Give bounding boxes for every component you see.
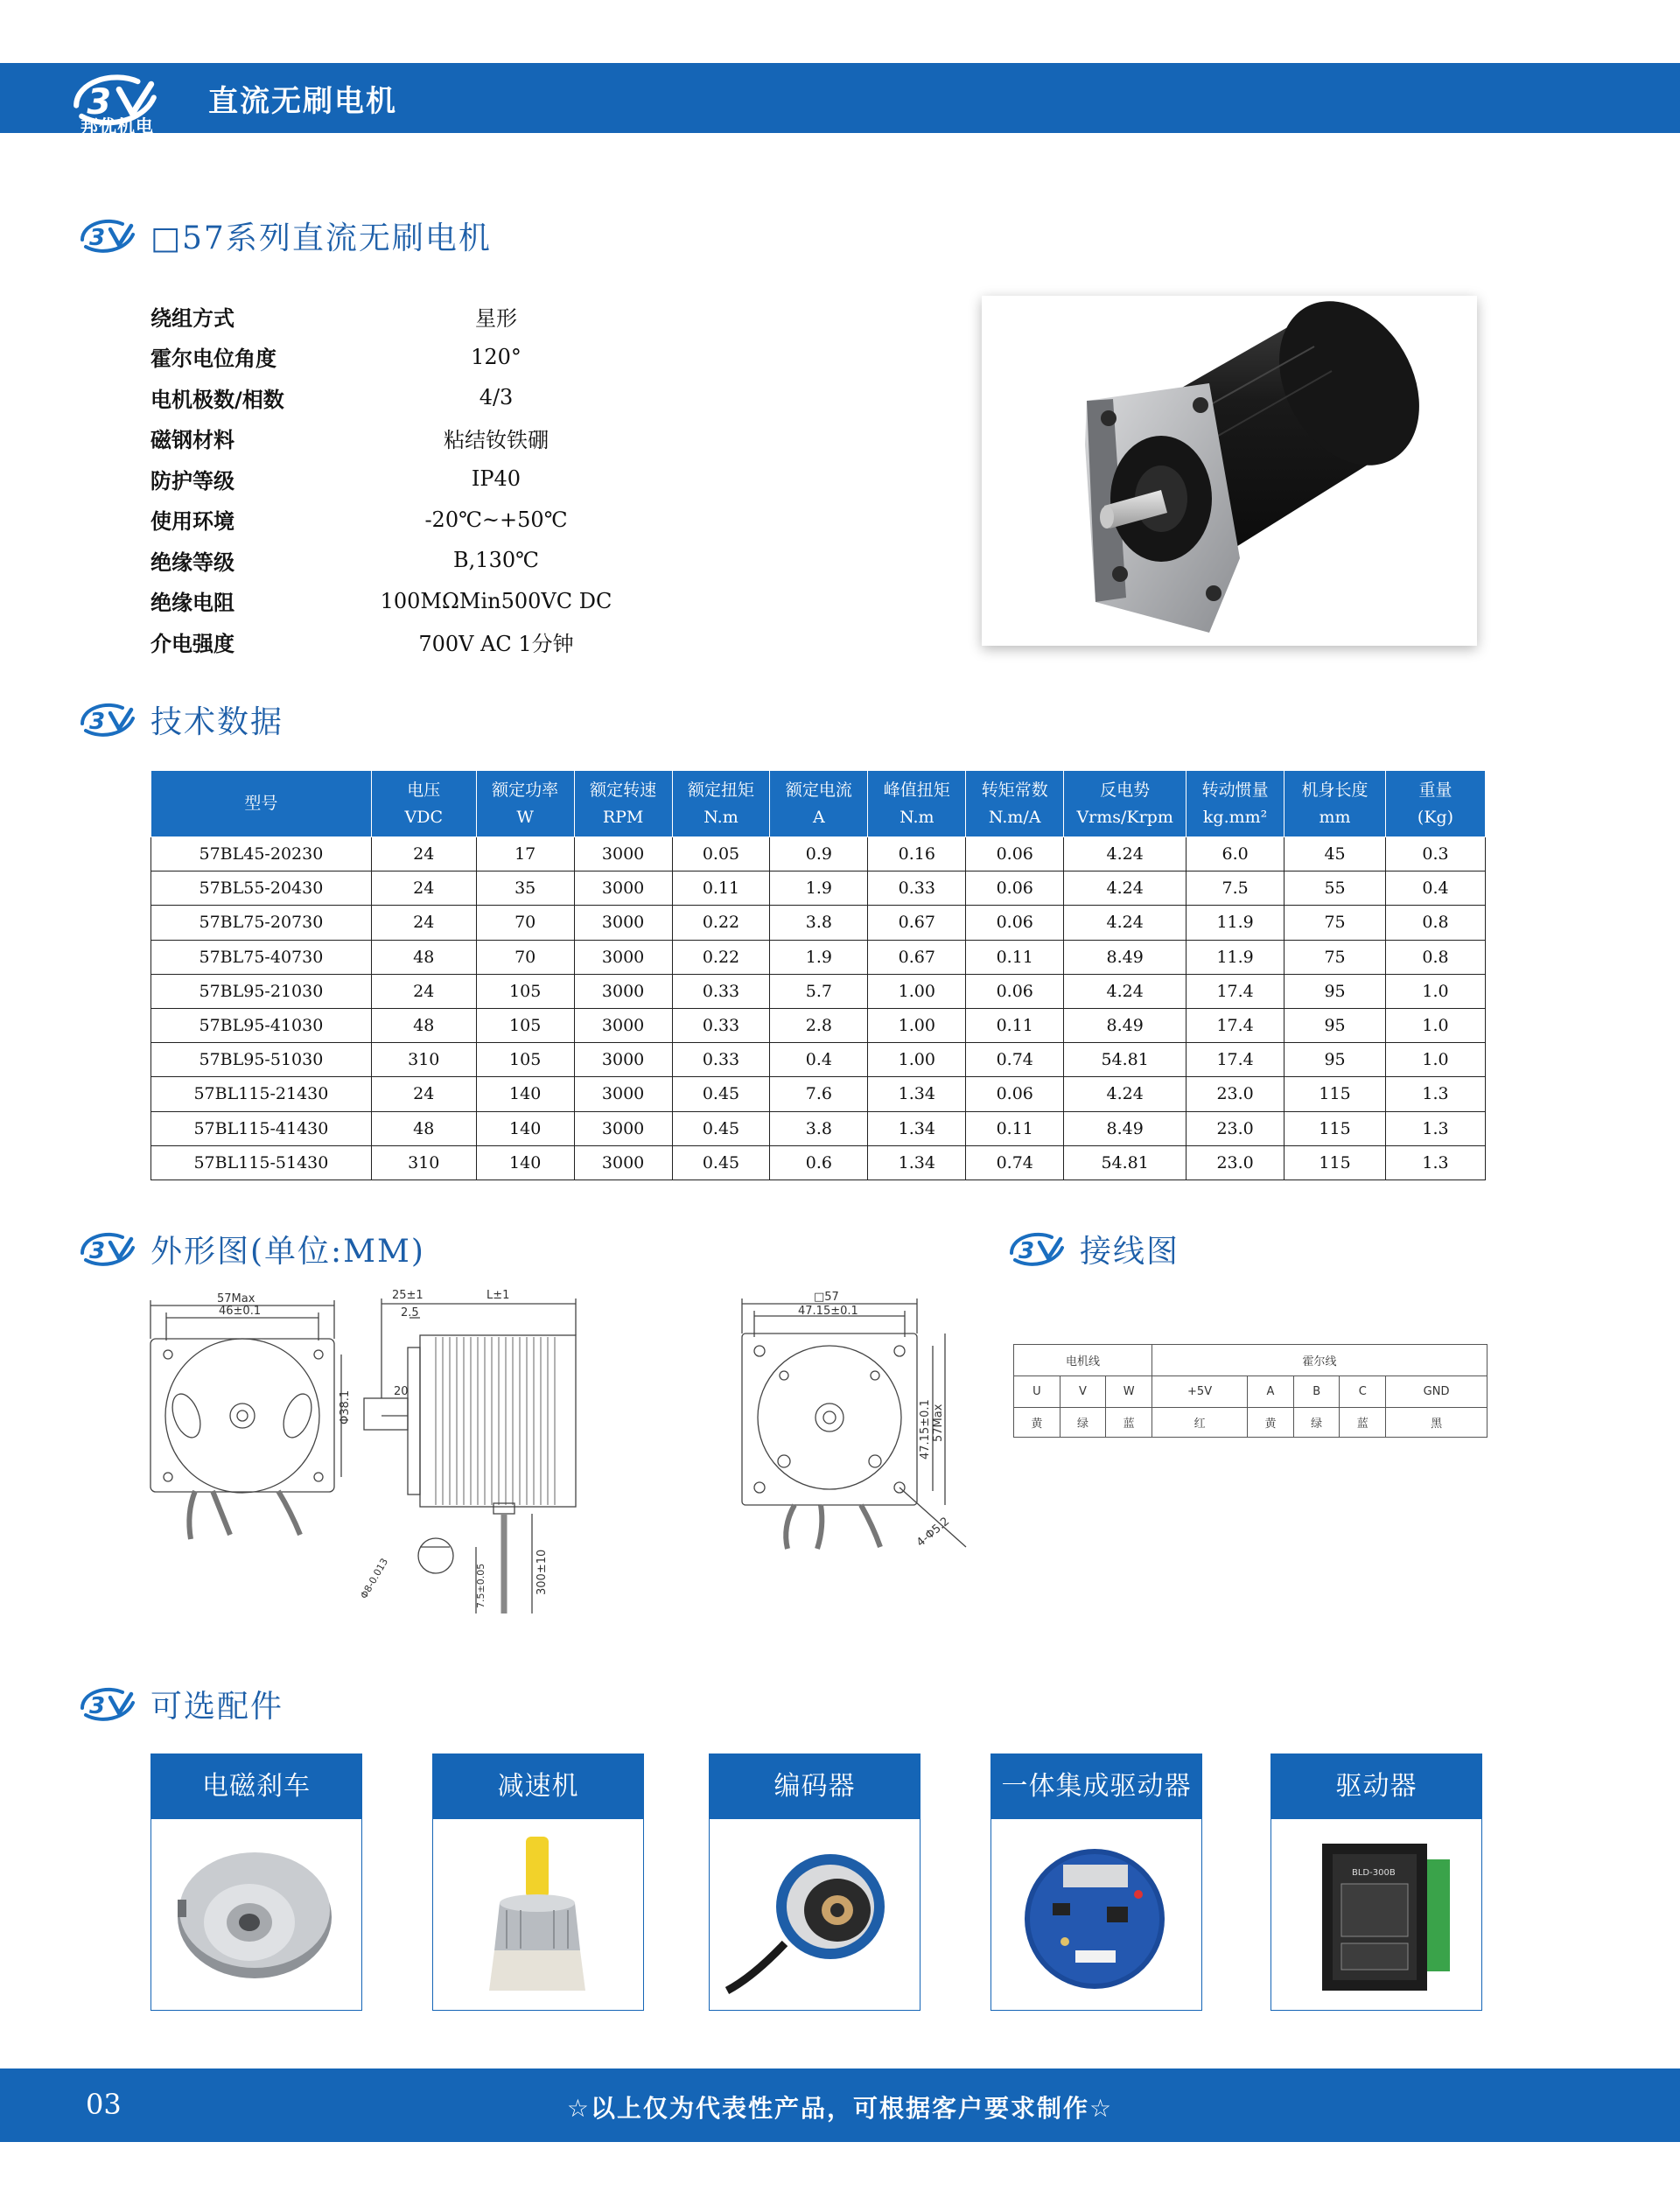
- wiring-color: 绿: [1293, 1408, 1340, 1438]
- table-cell: 0.06: [966, 906, 1064, 940]
- accessory-label: 减速机: [433, 1754, 643, 1819]
- table-cell: 4.24: [1064, 872, 1186, 906]
- wiring-color: 黑: [1386, 1408, 1488, 1438]
- table-cell: 0.22: [672, 906, 770, 940]
- table-header-cell: [574, 771, 672, 837]
- accessory-label: 电磁刹车: [151, 1754, 361, 1819]
- table-cell: 0.06: [966, 837, 1064, 872]
- table-cell: 17.4: [1186, 1008, 1284, 1042]
- wiring-group-row: [1014, 1345, 1488, 1376]
- table-header-row: [151, 771, 1486, 837]
- table-cell: 0.33: [672, 1008, 770, 1042]
- wiring-pin: GND: [1386, 1376, 1488, 1408]
- header-unit: N.m/A: [988, 807, 1041, 827]
- header-unit: N.m: [704, 807, 738, 827]
- table-cell: 0.8: [1386, 940, 1486, 974]
- wiring-color: 黄: [1248, 1408, 1294, 1438]
- wiring-pin: C: [1340, 1376, 1386, 1408]
- spec-row: [150, 296, 640, 337]
- accessory-card-reducer: [432, 1754, 644, 2011]
- table-cell: 0.8: [1386, 906, 1486, 940]
- wiring-pin: V: [1060, 1376, 1106, 1408]
- table-cell: 105: [476, 1043, 574, 1077]
- spec-row: [150, 377, 640, 418]
- table-cell: 0.11: [966, 1111, 1064, 1145]
- table-cell: 3000: [574, 837, 672, 872]
- model-cell: 57BL95-51030: [151, 1043, 372, 1077]
- wiring-section-title: 接线图: [1080, 1233, 1180, 1270]
- dim-side-key: 7.5±0.05: [475, 1563, 486, 1608]
- spec-value: 120°: [471, 344, 522, 369]
- spec-row: [150, 337, 640, 378]
- spec-label: 介电强度: [150, 631, 234, 656]
- wiring-pin: +5V: [1152, 1376, 1247, 1408]
- table-cell: 2.8: [770, 1008, 868, 1042]
- table-cell: 1.3: [1386, 1145, 1486, 1180]
- table-cell: 310: [371, 1145, 476, 1180]
- wiring-color: 绿: [1060, 1408, 1106, 1438]
- table-header-cell: [966, 771, 1064, 837]
- accessory-card-integrated-driver: [990, 1754, 1202, 2011]
- model-cell: 57BL45-20230: [151, 837, 372, 872]
- table-body: [151, 837, 1486, 1180]
- wiring-table: [1013, 1344, 1488, 1438]
- table-cell: 70: [476, 906, 574, 940]
- wiring-section-heading: [1006, 1227, 1180, 1270]
- table-cell: 0.33: [868, 872, 966, 906]
- dim-rear-square: □57: [814, 1291, 839, 1304]
- section-logo-icon: [1006, 1227, 1069, 1270]
- table-cell: 8.49: [1064, 1111, 1186, 1145]
- dim-side-shaft: 25±1: [392, 1289, 424, 1302]
- wiring-pin-row: [1014, 1376, 1488, 1408]
- section-logo-icon: [77, 1682, 140, 1726]
- header-unit: kg.mm²: [1202, 807, 1268, 827]
- table-header-cell: [1386, 771, 1486, 837]
- wiring-color-row: [1014, 1408, 1488, 1438]
- table-cell: 0.67: [868, 940, 966, 974]
- header-unit: W: [516, 807, 534, 827]
- table-cell: 0.74: [966, 1145, 1064, 1180]
- table-cell: 3000: [574, 872, 672, 906]
- table-cell: 0.45: [672, 1077, 770, 1111]
- table-header-cell: [672, 771, 770, 837]
- table-cell: 4.24: [1064, 1077, 1186, 1111]
- table-cell: 1.34: [868, 1145, 966, 1180]
- table-cell: 1.0: [1386, 1008, 1486, 1042]
- encoder-image: [710, 1819, 920, 2010]
- table-cell: 45: [1284, 837, 1386, 872]
- table-cell: 115: [1284, 1077, 1386, 1111]
- table-cell: 1.9: [770, 940, 868, 974]
- spec-value: B,130℃: [453, 548, 539, 573]
- table-cell: 0.11: [966, 1008, 1064, 1042]
- model-cell: 57BL75-20730: [151, 906, 372, 940]
- accessory-label: 编码器: [710, 1754, 920, 1819]
- accessory-label: 一体集成驱动器: [991, 1754, 1201, 1819]
- table-cell: 7.5: [1186, 872, 1284, 906]
- table-cell: 3000: [574, 974, 672, 1008]
- header-name: 型号: [244, 794, 278, 814]
- table-cell: 3000: [574, 1077, 672, 1111]
- table-row: [151, 906, 1486, 940]
- table-cell: 48: [371, 1008, 476, 1042]
- dim-rear-hole: 4-Φ5.2: [914, 1515, 953, 1550]
- section-logo-icon: [77, 214, 140, 257]
- dim-front-inner: 46±0.1: [219, 1305, 262, 1318]
- wiring-pin: U: [1014, 1376, 1060, 1408]
- spec-row: [150, 540, 640, 581]
- spec-label: 电机极数/相数: [150, 387, 284, 412]
- table-cell: 1.0: [1386, 974, 1486, 1008]
- dim-side-flat: 20: [394, 1385, 409, 1398]
- header-unit: mm: [1319, 807, 1351, 827]
- integrated-driver-image: [991, 1819, 1201, 2010]
- spec-label: 防护等级: [150, 468, 234, 494]
- outline-section-heading: [77, 1227, 425, 1270]
- spec-row: [150, 581, 640, 622]
- series-section-heading: [77, 214, 492, 257]
- table-cell: 3.8: [770, 906, 868, 940]
- accessory-card-brake: [150, 1754, 362, 2011]
- table-cell: 1.3: [1386, 1077, 1486, 1111]
- dim-side-lead: 300±10: [536, 1549, 549, 1595]
- tech-section-heading: [77, 697, 284, 741]
- table-header-cell: [1186, 771, 1284, 837]
- table-cell: 3.8: [770, 1111, 868, 1145]
- table-cell: 17.4: [1186, 974, 1284, 1008]
- section-logo-icon: [77, 1227, 140, 1270]
- table-cell: 115: [1284, 1111, 1386, 1145]
- section-logo-icon: [77, 697, 140, 741]
- table-header-cell: [371, 771, 476, 837]
- accessory-label: 驱动器: [1271, 1754, 1481, 1819]
- brand-logo-text: 邦优机电: [80, 116, 154, 136]
- wiring-color: 蓝: [1106, 1408, 1152, 1438]
- table-cell: 105: [476, 1008, 574, 1042]
- wiring-pin: B: [1293, 1376, 1340, 1408]
- table-cell: 1.34: [868, 1077, 966, 1111]
- accessory-card-encoder: [709, 1754, 920, 2011]
- tech-section-title: 技术数据: [150, 704, 284, 740]
- table-row: [151, 940, 1486, 974]
- brake-image: [151, 1819, 361, 2010]
- table-row: [151, 1077, 1486, 1111]
- table-cell: 4.24: [1064, 906, 1186, 940]
- table-row: [151, 1145, 1486, 1180]
- table-cell: 0.16: [868, 837, 966, 872]
- table-cell: 0.9: [770, 837, 868, 872]
- table-cell: 1.3: [1386, 1111, 1486, 1145]
- table-cell: 105: [476, 974, 574, 1008]
- table-cell: 0.33: [672, 1043, 770, 1077]
- spec-label: 绕组方式: [150, 305, 234, 331]
- spec-value: 700V AC 1分钟: [418, 631, 574, 656]
- dim-rear-vertical-1: 47.15±0.1: [919, 1399, 932, 1460]
- page-number: 03: [86, 2088, 122, 2121]
- table-cell: 95: [1284, 1008, 1386, 1042]
- table-cell: 75: [1284, 906, 1386, 940]
- table-cell: 0.4: [770, 1043, 868, 1077]
- table-cell: 0.33: [672, 974, 770, 1008]
- table-cell: 23.0: [1186, 1077, 1284, 1111]
- table-cell: 0.45: [672, 1145, 770, 1180]
- header-name: 额定电流: [785, 780, 852, 801]
- header-name: 额定转速: [590, 780, 657, 801]
- table-cell: 48: [371, 1111, 476, 1145]
- spec-row: [150, 621, 640, 662]
- wiring-color: 红: [1152, 1408, 1247, 1438]
- table-header-cell: [476, 771, 574, 837]
- header-name: 转矩常数: [981, 780, 1048, 801]
- table-row: [151, 1043, 1486, 1077]
- table-cell: 0.06: [966, 872, 1064, 906]
- table-header-cell: [151, 771, 372, 837]
- table-cell: 7.6: [770, 1077, 868, 1111]
- wiring-group-hall: 霍尔线: [1152, 1345, 1487, 1376]
- table-header-cell: [868, 771, 966, 837]
- outline-section-title: 外形图(单位:MM): [150, 1233, 425, 1270]
- header-unit: Vrms/Krpm: [1076, 807, 1173, 827]
- header-name: 峰值扭矩: [883, 780, 950, 801]
- table-cell: 1.00: [868, 1008, 966, 1042]
- table-cell: 55: [1284, 872, 1386, 906]
- table-cell: 54.81: [1064, 1145, 1186, 1180]
- dim-side-dia: Φ38.1: [339, 1390, 352, 1424]
- table-cell: 11.9: [1186, 906, 1284, 940]
- spec-label: 绝缘等级: [150, 550, 234, 575]
- motor-illustration: [982, 296, 1477, 646]
- table-cell: 0.67: [868, 906, 966, 940]
- table-cell: 1.34: [868, 1111, 966, 1145]
- model-cell: 57BL55-20430: [151, 872, 372, 906]
- table-cell: 0.4: [1386, 872, 1486, 906]
- series-section-title: □57系列直流无刷电机: [150, 220, 492, 256]
- table-cell: 4.24: [1064, 974, 1186, 1008]
- spec-list: [150, 296, 640, 662]
- table-cell: 1.9: [770, 872, 868, 906]
- table-cell: 17: [476, 837, 574, 872]
- spec-value: 4/3: [479, 385, 514, 410]
- accessories-section-title: 可选配件: [150, 1688, 284, 1725]
- table-cell: 48: [371, 940, 476, 974]
- wiring-pin: A: [1248, 1376, 1294, 1408]
- table-row: [151, 974, 1486, 1008]
- wiring-color: 黄: [1014, 1408, 1060, 1438]
- table-cell: 70: [476, 940, 574, 974]
- reducer-image: [433, 1819, 643, 2010]
- spec-value: 100MΩMin500VC DC: [380, 588, 612, 613]
- spec-row: [150, 418, 640, 459]
- table-cell: 17.4: [1186, 1043, 1284, 1077]
- header-unit: (Kg): [1417, 807, 1454, 827]
- table-cell: 0.3: [1386, 837, 1486, 872]
- header-unit: VDC: [404, 807, 444, 827]
- model-cell: 57BL115-21430: [151, 1077, 372, 1111]
- header-name: 重量: [1418, 780, 1452, 801]
- table-cell: 8.49: [1064, 940, 1186, 974]
- table-cell: 3000: [574, 906, 672, 940]
- dim-side-length: L±1: [486, 1289, 510, 1302]
- table-cell: 1.00: [868, 1043, 966, 1077]
- driver-image: [1271, 1819, 1481, 2010]
- wiring-color: 蓝: [1340, 1408, 1386, 1438]
- table-row: [151, 1111, 1486, 1145]
- header-unit: RPM: [602, 807, 644, 827]
- table-cell: 24: [371, 1077, 476, 1111]
- table-cell: 54.81: [1064, 1043, 1186, 1077]
- table-cell: 24: [371, 872, 476, 906]
- table-cell: 5.7: [770, 974, 868, 1008]
- header-name: 反电势: [1100, 780, 1151, 801]
- table-row: [151, 872, 1486, 906]
- model-cell: 57BL95-41030: [151, 1008, 372, 1042]
- dim-side-shaft-dia: Φ8-0.013: [358, 1556, 391, 1601]
- table-cell: 3000: [574, 940, 672, 974]
- table-cell: 24: [371, 906, 476, 940]
- table-cell: 0.45: [672, 1111, 770, 1145]
- table-cell: 75: [1284, 940, 1386, 974]
- table-cell: 140: [476, 1111, 574, 1145]
- header-name: 转动惯量: [1201, 780, 1269, 801]
- table-row: [151, 1008, 1486, 1042]
- header-name: 额定扭矩: [687, 780, 754, 801]
- dim-rear-inner: 47.15±0.1: [798, 1305, 858, 1318]
- table-cell: 3000: [574, 1008, 672, 1042]
- wiring-pin: W: [1106, 1376, 1152, 1408]
- table-cell: 0.06: [966, 1077, 1064, 1111]
- driver-model-label: BLD-300B: [1352, 1868, 1396, 1878]
- table-cell: 1.00: [868, 974, 966, 1008]
- table-cell: 23.0: [1186, 1145, 1284, 1180]
- header-name: 机身长度: [1301, 780, 1368, 801]
- tech-data-table: [150, 770, 1486, 1180]
- table-cell: 24: [371, 837, 476, 872]
- table-cell: 4.24: [1064, 837, 1186, 872]
- table-cell: 3000: [574, 1145, 672, 1180]
- spec-label: 磁钢材料: [150, 428, 234, 453]
- model-cell: 57BL115-41430: [151, 1111, 372, 1145]
- table-cell: 11.9: [1186, 940, 1284, 974]
- table-cell: 0.11: [672, 872, 770, 906]
- table-cell: 3000: [574, 1043, 672, 1077]
- table-header-cell: [1064, 771, 1186, 837]
- accessory-card-driver: [1270, 1754, 1482, 2011]
- table-cell: 24: [371, 974, 476, 1008]
- spec-row: [150, 500, 640, 541]
- table-cell: 115: [1284, 1145, 1386, 1180]
- table-cell: 1.0: [1386, 1043, 1486, 1077]
- model-cell: 57BL115-51430: [151, 1145, 372, 1180]
- dim-rear-vertical-2: 57Max: [932, 1404, 945, 1442]
- table-cell: 140: [476, 1145, 574, 1180]
- table-cell: 0.6: [770, 1145, 868, 1180]
- dim-side-step: 2.5: [401, 1306, 419, 1320]
- table-header-cell: [770, 771, 868, 837]
- model-cell: 57BL95-21030: [151, 974, 372, 1008]
- table-cell: 6.0: [1186, 837, 1284, 872]
- spec-label: 使用环境: [150, 509, 234, 535]
- wiring-group-motor: 电机线: [1014, 1345, 1152, 1376]
- spec-value: -20℃~+50℃: [424, 507, 568, 532]
- motor-photo: [982, 296, 1477, 646]
- table-cell: 35: [476, 872, 574, 906]
- table-cell: 8.49: [1064, 1008, 1186, 1042]
- header-unit: A: [813, 807, 825, 827]
- header-title: 直流无刷电机: [208, 84, 397, 119]
- spec-row: [150, 458, 640, 500]
- model-cell: 57BL75-40730: [151, 940, 372, 974]
- spec-value: 星形: [475, 305, 517, 331]
- table-cell: 0.05: [672, 837, 770, 872]
- spec-label: 绝缘电阻: [150, 591, 234, 616]
- footer-note: ☆以上仅为代表性产品，可根据客户要求制作☆: [566, 2094, 1114, 2123]
- header-name: 电压: [407, 780, 441, 801]
- spec-value: IP40: [471, 466, 522, 492]
- outline-drawing: [147, 1284, 978, 1628]
- table-cell: 23.0: [1186, 1111, 1284, 1145]
- table-cell: 95: [1284, 974, 1386, 1008]
- table-cell: 0.22: [672, 940, 770, 974]
- header-unit: N.m: [900, 807, 934, 827]
- table-cell: 310: [371, 1043, 476, 1077]
- table-cell: 95: [1284, 1043, 1386, 1077]
- table-row: [151, 837, 1486, 872]
- table-cell: 0.06: [966, 974, 1064, 1008]
- table-cell: 0.11: [966, 940, 1064, 974]
- spec-value: 粘结钕铁硼: [444, 428, 549, 453]
- table-cell: 0.74: [966, 1043, 1064, 1077]
- spec-label: 霍尔电位角度: [150, 346, 276, 372]
- table-header-cell: [1284, 771, 1386, 837]
- dim-front-outer: 57Max: [217, 1292, 256, 1306]
- table-cell: 140: [476, 1077, 574, 1111]
- header-name: 额定功率: [492, 780, 559, 801]
- accessories-section-heading: [77, 1682, 284, 1726]
- table-cell: 3000: [574, 1111, 672, 1145]
